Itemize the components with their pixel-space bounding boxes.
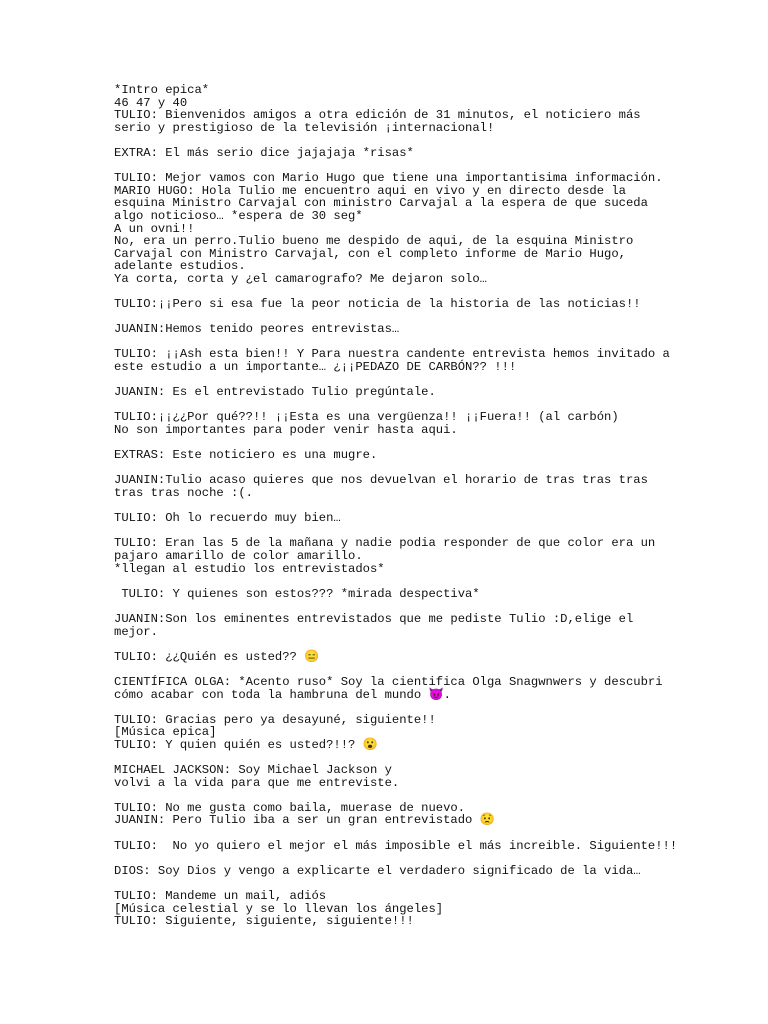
text-line: *llegan al estudio los entrevistados* bbox=[114, 561, 385, 576]
text-line: EXTRAS: Este noticiero es una mugre. bbox=[114, 448, 378, 463]
text-line: JUANIN:Son los eminentes entrevistados que me pediste Tulio :D,elige el bbox=[114, 611, 634, 626]
text-line: EXTRA: El más serio dice jajajaja *risas* bbox=[114, 145, 414, 160]
text-line: TULIO:¡¡¿¿Por qué??!! ¡¡Esta es una vergüenza!! ¡¡Fuera!! (al carbón) bbox=[114, 410, 619, 425]
text-line: mejor. bbox=[114, 624, 158, 639]
text-line: No son importantes para poder venir hasta aqui. bbox=[114, 423, 458, 438]
script-paragraph bbox=[114, 676, 754, 701]
text-line: TULIO: Bienvenidos amigos a otra edición de 31 minutos, el noticiero más bbox=[114, 108, 641, 123]
text-line: TULIO: Siguiente, siguiente, siguiente!!! bbox=[114, 914, 414, 929]
text-line: TULIO: ¿¿Quién es usted?? 😑 bbox=[114, 649, 320, 664]
text-line: este estudio a un importante… ¿¡¡PEDAZO DE CARBÓN?? !!! bbox=[114, 360, 517, 375]
text-line: A un ovni!! bbox=[114, 221, 195, 236]
script-paragraph bbox=[114, 386, 754, 399]
text-line: Ya corta, corta y ¿el camarografo? Me dejaron solo… bbox=[114, 271, 487, 286]
text-line: TULIO:¡¡Pero si esa fue la peor noticia de la historia de las noticias!! bbox=[114, 297, 641, 312]
script-paragraph bbox=[114, 147, 754, 160]
text-line: TULIO: Oh lo recuerdo muy bien… bbox=[114, 511, 341, 526]
script-paragraph bbox=[114, 840, 754, 853]
text-line: MARIO HUGO: Hola Tulio me encuentro aqui en vivo y en directo desde la bbox=[114, 183, 626, 198]
script-paragraph bbox=[114, 512, 754, 525]
script-paragraph bbox=[114, 588, 754, 601]
script-paragraph bbox=[114, 449, 754, 462]
text-line: CIENTÍFICA OLGA: *Acento ruso* Soy la cientifica Olga Snagwnwers y descubri bbox=[114, 674, 663, 689]
text-line: No, era un perro.Tulio bueno me despido de aqui, de la esquina Ministro bbox=[114, 234, 634, 249]
text-line: JUANIN:Hemos tenido peores entrevistas… bbox=[114, 322, 400, 337]
text-line: TULIO: ¡¡Ash esta bien!! Y Para nuestra candente entrevista hemos invitado a bbox=[114, 347, 670, 362]
script-paragraph bbox=[114, 714, 754, 752]
script-paragraph bbox=[114, 890, 754, 928]
text-line: TULIO: No yo quiero el mejor el más imposible el más increible. Siguiente!!! bbox=[114, 838, 678, 853]
script-paragraph bbox=[114, 348, 754, 373]
script-paragraph bbox=[114, 802, 754, 827]
text-line: adelante estudios. bbox=[114, 259, 246, 274]
text-line: TULIO: No me gusta como baila, muerase de nuevo. bbox=[114, 800, 466, 815]
text-line: Carvajal con Ministro Carvajal, con el completo informe de Mario Hugo, bbox=[114, 246, 626, 261]
script-paragraph bbox=[114, 323, 754, 336]
text-line: volvi a la vida para que me entreviste. bbox=[114, 775, 400, 790]
text-line: *Intro epica* bbox=[114, 83, 210, 97]
document-page bbox=[114, 84, 754, 940]
text-line: cómo acabar con toda la hambruna del mundo 😈. bbox=[114, 687, 451, 702]
text-line: TULIO: Y quienes son estos??? *mirada despectiva* bbox=[114, 586, 480, 601]
script-paragraph bbox=[114, 411, 754, 436]
script-paragraph bbox=[114, 651, 754, 664]
text-line: DIOS: Soy Dios y vengo a explicarte el verdadero significado de la vida… bbox=[114, 863, 641, 878]
text-line: JUANIN: Pero Tulio iba a ser un gran entrevistado 😟 bbox=[114, 813, 495, 828]
text-line: TULIO: Mejor vamos con Mario Hugo que tiene una importantisima información. bbox=[114, 171, 663, 186]
text-line: TULIO: Gracias pero ya desayuné, siguiente!! bbox=[114, 712, 436, 727]
text-line: serio y prestigioso de la televisión ¡internacional! bbox=[114, 120, 495, 135]
text-line: pajaro amarillo de color amarillo. bbox=[114, 548, 363, 563]
text-line: TULIO: Y quien quién es usted?!!? 😮 bbox=[114, 737, 378, 752]
script-paragraph bbox=[114, 172, 754, 285]
text-line: 46 47 y 40 bbox=[114, 95, 188, 110]
text-line: algo noticioso… *espera de 30 seg* bbox=[114, 208, 363, 223]
script-paragraph bbox=[114, 537, 754, 575]
text-line: esquina Ministro Carvajal con ministro Carvajal a la espera de que suceda bbox=[114, 196, 648, 211]
text-line: TULIO: Eran las 5 de la mañana y nadie podia responder de que color era un bbox=[114, 536, 656, 551]
script-paragraph bbox=[114, 865, 754, 878]
text-line: TULIO: Mandeme un mail, adiós bbox=[114, 889, 327, 903]
text-line: [Música celestial y se lo llevan los ángeles] bbox=[114, 901, 444, 916]
script-paragraph bbox=[114, 84, 754, 134]
text-line: JUANIN:Tulio acaso quieres que nos devuelvan el horario de tras tras tras bbox=[114, 473, 648, 488]
text-line: [Música epica] bbox=[114, 725, 217, 740]
script-paragraph bbox=[114, 474, 754, 499]
text-line: tras tras noche :(. bbox=[114, 486, 253, 500]
script-paragraph bbox=[114, 764, 754, 789]
text-line: MICHAEL JACKSON: Soy Michael Jackson y bbox=[114, 763, 392, 778]
text-line: JUANIN: Es el entrevistado Tulio pregúntale. bbox=[114, 385, 436, 400]
script-paragraph bbox=[114, 298, 754, 311]
script-paragraph bbox=[114, 613, 754, 638]
